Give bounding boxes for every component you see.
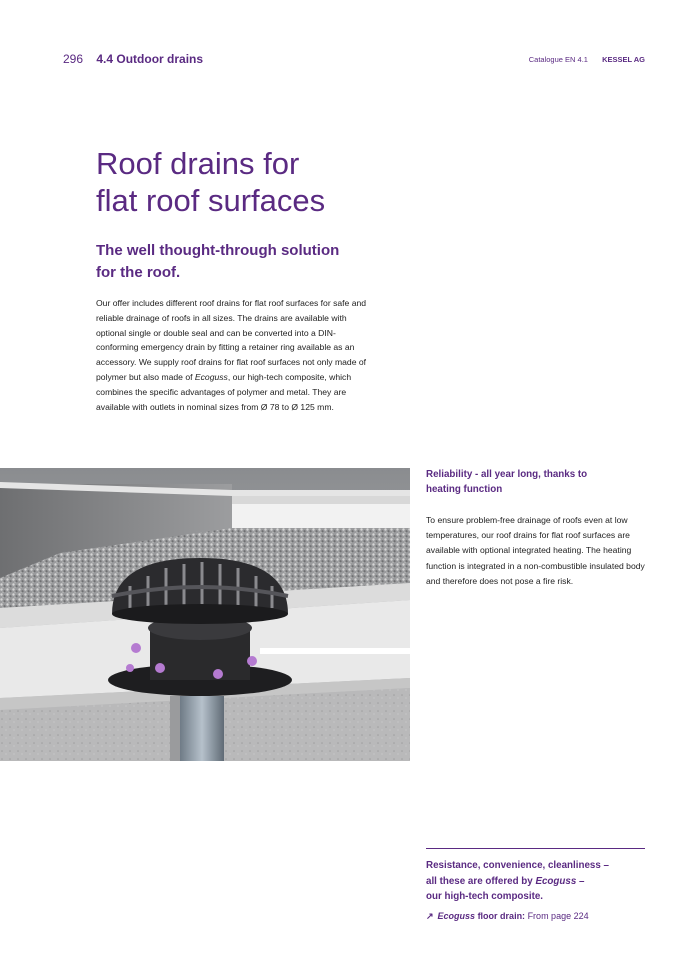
arrow-up-right-icon: ↗ <box>426 911 434 921</box>
title-line-2: flat roof surfaces <box>96 183 326 218</box>
ecoguss-heading <box>426 858 646 905</box>
page-number: 296 <box>63 52 84 66</box>
section-title: 4.4 Outdoor drains <box>96 52 204 66</box>
link-page-ref: From page 224 <box>525 911 589 921</box>
ecoguss-heading-line-1: Resistance, convenience, cleanliness – <box>426 860 609 871</box>
subtitle-line-1: The well thought-through solution <box>96 242 340 259</box>
heating-heading-line-2: heating function <box>426 484 503 495</box>
link-label: floor drain: <box>475 911 526 921</box>
intro-text-1: Our offer includes different roof drains for flat roof surfaces for safe and reliable drainage of roofs in all sizes. The drains are available with optional single or double seal and can be converted into a DIN-conforming emergency drain by fitting a retainer ring available as an accessory. We supply roof drains for flat roof surfaces not only made of polymer but also made of <box>96 298 367 382</box>
page-header-left <box>63 52 203 66</box>
intro-text-2: , our high-tech composite, which combines the specific advantages of polymer and metal. They are available with outlets in nominal sizes from Ø 78 to Ø 125 mm. <box>96 371 352 412</box>
roof-drain-illustration <box>0 468 410 761</box>
title-line-1: Roof drains for <box>96 146 300 181</box>
page-header-right <box>529 55 645 64</box>
ecoguss-heading-line-2b: – <box>576 875 585 887</box>
floor-drain-reference-link[interactable] <box>426 911 589 922</box>
catalogue-label: Catalogue EN 4.1 <box>528 55 588 64</box>
heating-heading-line-1: Reliability - all year long, thanks to <box>426 469 588 480</box>
heating-heading <box>426 467 636 497</box>
intro-paragraph <box>96 296 376 414</box>
ecoguss-heading-em: Ecoguss <box>535 875 577 887</box>
page-subtitle <box>96 240 376 284</box>
page-title <box>96 145 416 219</box>
ecoguss-heading-line-2a: all these are offered by <box>426 875 536 887</box>
ecoguss-heading-line-3: our high-tech composite. <box>426 891 544 902</box>
subtitle-line-2: for the roof. <box>96 264 181 281</box>
intro-emphasis: Ecoguss <box>194 371 228 382</box>
heating-paragraph: To ensure problem-free drainage of roofs even at low temperatures, our roof drains for flat roof surfaces are available with optional integrated heating. The heating function is integrated in a non-combustible insulated body and therefore does not pose a fire risk. <box>426 515 645 586</box>
brand-label: KESSEL AG <box>602 55 645 64</box>
link-emphasis: Ecoguss <box>437 911 476 921</box>
footer-divider <box>426 848 645 849</box>
